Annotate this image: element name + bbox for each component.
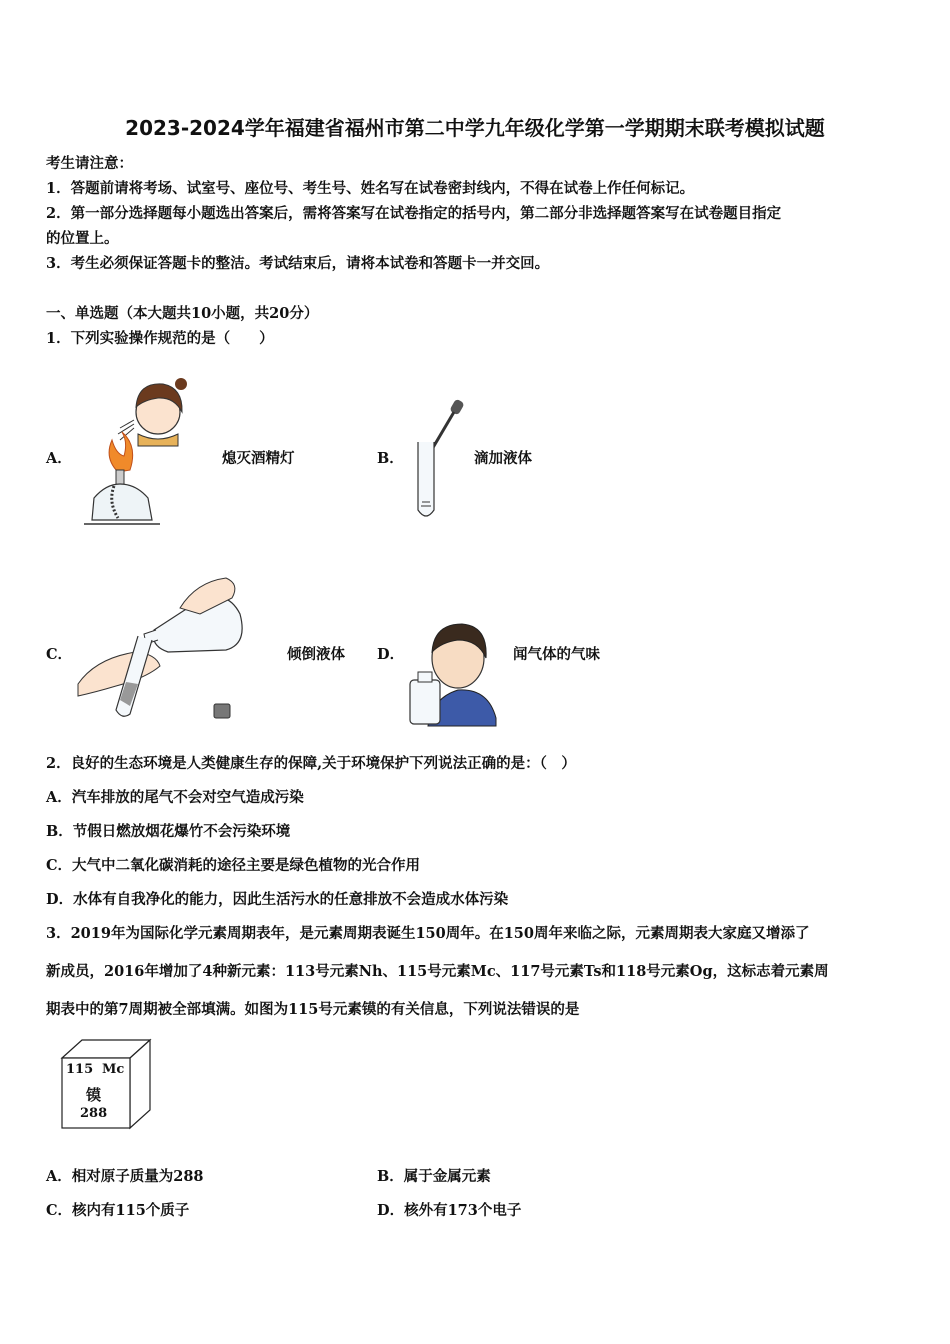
notice-item-2-cont: 的位置上。	[46, 230, 119, 247]
q1-option-d-caption: 闻气体的气味	[513, 646, 600, 663]
dropper-illustration	[410, 398, 470, 524]
q1-option-c-letter: C．	[46, 646, 73, 663]
q3-option-a: A．相对原子质量为288	[46, 1168, 204, 1185]
q3-line-2: 新成员，2016年增加了4种新元素：113号元素Nh、115号元素Mc、117号元素Ts和118号元素Og，这标志着元素周	[46, 963, 829, 980]
pour-liquid-illustration	[76, 574, 246, 724]
q2-option-d: D．水体有自我净化的能力，因此生活污水的任意排放不会造成水体污染	[46, 891, 509, 908]
section-heading: 一、单选题（本大题共10小题，共20分）	[46, 305, 319, 322]
q1-option-b-letter: B．	[377, 450, 404, 467]
element-symbol: Mc	[102, 1062, 125, 1077]
q3-line-3: 期表中的第7周期被全部填满。如图为115号元素镆的有关信息，下列说法错误的是	[46, 1001, 580, 1018]
q2-option-b: B．节假日燃放烟花爆竹不会污染环境	[46, 823, 291, 840]
q2-option-a: A．汽车排放的尾气不会对空气造成污染	[46, 789, 304, 806]
q1-option-b-caption: 滴加液体	[474, 450, 532, 467]
q1-option-a-letter: A．	[46, 450, 72, 467]
notice-heading: 考生请注意：	[46, 155, 133, 172]
q1-option-c-caption: 倾倒液体	[287, 646, 345, 663]
q1-stem: 1．下列实验操作规范的是（ ）	[46, 330, 274, 347]
element-name: 镆	[86, 1086, 102, 1104]
element-number: 115	[66, 1062, 94, 1077]
q3-option-b: B．属于金属元素	[377, 1168, 491, 1185]
q3-option-d: D．核外有173个电子	[377, 1202, 522, 1219]
notice-item-3: 3．考生必须保证答题卡的整洁。考试结束后，请将本试卷和答题卡一并交回。	[46, 255, 550, 272]
q1-option-a-caption: 熄灭酒精灯	[222, 450, 295, 467]
q1-option-d-letter: D．	[377, 646, 405, 663]
q2-stem: 2．良好的生态环境是人类健康生存的保障,关于环境保护下列说法正确的是：（ ）	[46, 755, 576, 772]
notice-item-2: 2．第一部分选择题每小题选出答案后，需将答案写在试卷指定的括号内，第二部分非选择题答案写在试卷题目指定	[46, 205, 782, 222]
q3-line-1: 3．2019年为国际化学元素周期表年，是元素周期表诞生150周年。在150周年来临之际，元素周期表大家庭又增添了	[46, 925, 810, 942]
notice-item-1: 1．答题前请将考场、试室号、座位号、考生号、姓名写在试卷密封线内，不得在试卷上作任何标记。	[46, 180, 695, 197]
element-mass: 288	[80, 1106, 108, 1121]
smell-gas-illustration	[408, 618, 500, 726]
q3-option-c: C．核内有115个质子	[46, 1202, 190, 1219]
page-title: 2023-2024学年福建省福州市第二中学九年级化学第一学期期末联考模拟试题	[125, 116, 825, 140]
q2-option-c: C．大气中二氧化碳消耗的途径主要是绿色植物的光合作用	[46, 857, 421, 874]
extinguish-lamp-illustration	[78, 362, 188, 530]
